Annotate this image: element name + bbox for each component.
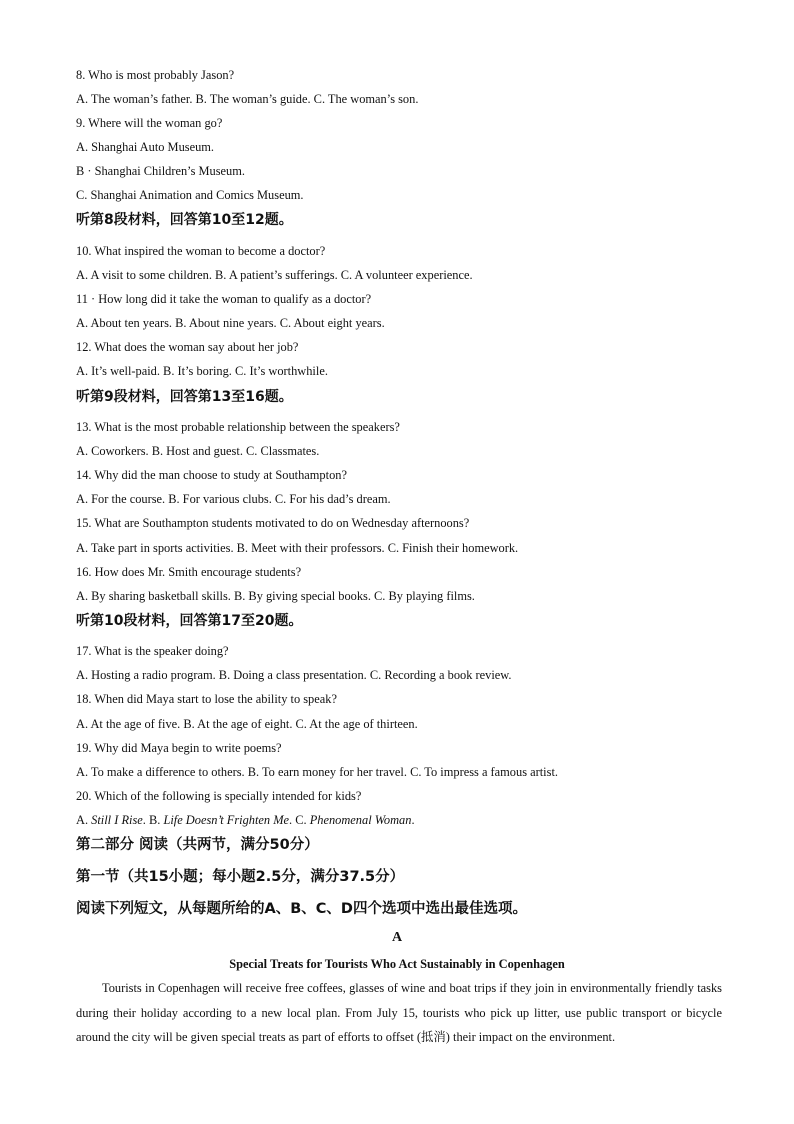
question-9-option-b: B · Shanghai Children’s Museum. [76, 164, 245, 178]
question-10-options: A. A visit to some children. B. A patient’s sufferings. C. A volunteer experience. [76, 268, 473, 282]
option-a-label: A. [76, 813, 92, 827]
passage-paragraph [76, 976, 722, 1050]
option-end: . [411, 813, 415, 827]
option-b-title: Life Doesn’t Frighten Me [163, 813, 290, 827]
passage-title: Special Treats for Tourists Who Act Sustainably in Copenhagen [229, 957, 565, 971]
question-13: 13. What is the most probable relationship between the speakers? [76, 420, 400, 434]
question-17-options: A. Hosting a radio program. B. Doing a class presentation. C. Recording a book review. [76, 668, 512, 682]
question-19: 19. Why did Maya begin to write poems? [76, 741, 282, 755]
passage-letter: A [391, 930, 403, 945]
question-20-options [76, 812, 415, 828]
question-9-option-a: A. Shanghai Auto Museum. [76, 140, 215, 154]
section-heading-10: 听第10段材料，回答第17至20题。 [76, 613, 303, 629]
part-two-title: 第二部分 阅读（共两节，满分50分） [76, 837, 319, 853]
reading-instruction: 阅读下列短文，从每题所给的A、B、C、D四个选项中选出最佳选项。 [76, 901, 527, 917]
question-16-options: A. By sharing basketball skills. B. By giving special books. C. By playing films. [76, 589, 475, 603]
question-18: 18. When did Maya start to lose the ability to speak? [76, 692, 337, 706]
question-8: 8. Who is most probably Jason? [76, 68, 235, 82]
question-15-options: A. Take part in sports activities. B. Meet with their professors. C. Finish their homework. [76, 541, 519, 555]
question-13-options: A. Coworkers. B. Host and guest. C. Classmates. [76, 444, 320, 458]
option-b-label: . B. [142, 813, 164, 827]
question-9: 9. Where will the woman go? [76, 116, 223, 130]
question-10: 10. What inspired the woman to become a doctor? [76, 244, 326, 258]
question-18-options: A. At the age of five. B. At the age of eight. C. At the age of thirteen. [76, 717, 418, 731]
question-11-options: A. About ten years. B. About nine years. C. About eight years. [76, 316, 385, 330]
option-c-title: Phenomenal Woman [309, 813, 412, 827]
question-12: 12. What does the woman say about her job? [76, 340, 299, 354]
question-16: 16. How does Mr. Smith encourage students? [76, 565, 302, 579]
question-20: 20. Which of the following is specially intended for kids? [76, 789, 362, 803]
question-17: 17. What is the speaker doing? [76, 644, 229, 658]
question-19-options: A. To make a difference to others. B. To earn money for her travel. C. To impress a famous artist. [76, 765, 558, 779]
question-14: 14. Why did the man choose to study at Southampton? [76, 468, 347, 482]
question-14-options: A. For the course. B. For various clubs. C. For his dad’s dream. [76, 492, 391, 506]
question-15: 15. What are Southampton students motivated to do on Wednesday afternoons? [76, 516, 470, 530]
question-9-option-c: C. Shanghai Animation and Comics Museum. [76, 188, 304, 202]
question-12-options: A. It’s well-paid. B. It’s boring. C. It’s worthwhile. [76, 364, 328, 378]
option-a-title: Still I Rise [91, 813, 143, 827]
question-11: 11 · How long did it take the woman to qualify as a doctor? [76, 292, 372, 306]
section-heading-9: 听第9段材料，回答第13至16题。 [76, 389, 293, 405]
option-c-label: . C. [289, 813, 310, 827]
section-heading-8: 听第8段材料，回答第10至12题。 [76, 212, 293, 228]
passage-text: Tourists in Copenhagen will receive free coffees, glasses of wine and boat trips if they join in environmentally friendly tasks during their holiday according to a new local plan. From July 15, tourists who pick up litter, use public transport or bicycle around the city will be given special treats as part of efforts to offset (抵消) their impact on the environment. [76, 981, 722, 1044]
section-one-title: 第一节（共15小题；每小题2.5分，满分37.5分） [76, 869, 405, 885]
question-8-options: A. The woman’s father. B. The woman’s guide. C. The woman’s son. [76, 92, 419, 106]
